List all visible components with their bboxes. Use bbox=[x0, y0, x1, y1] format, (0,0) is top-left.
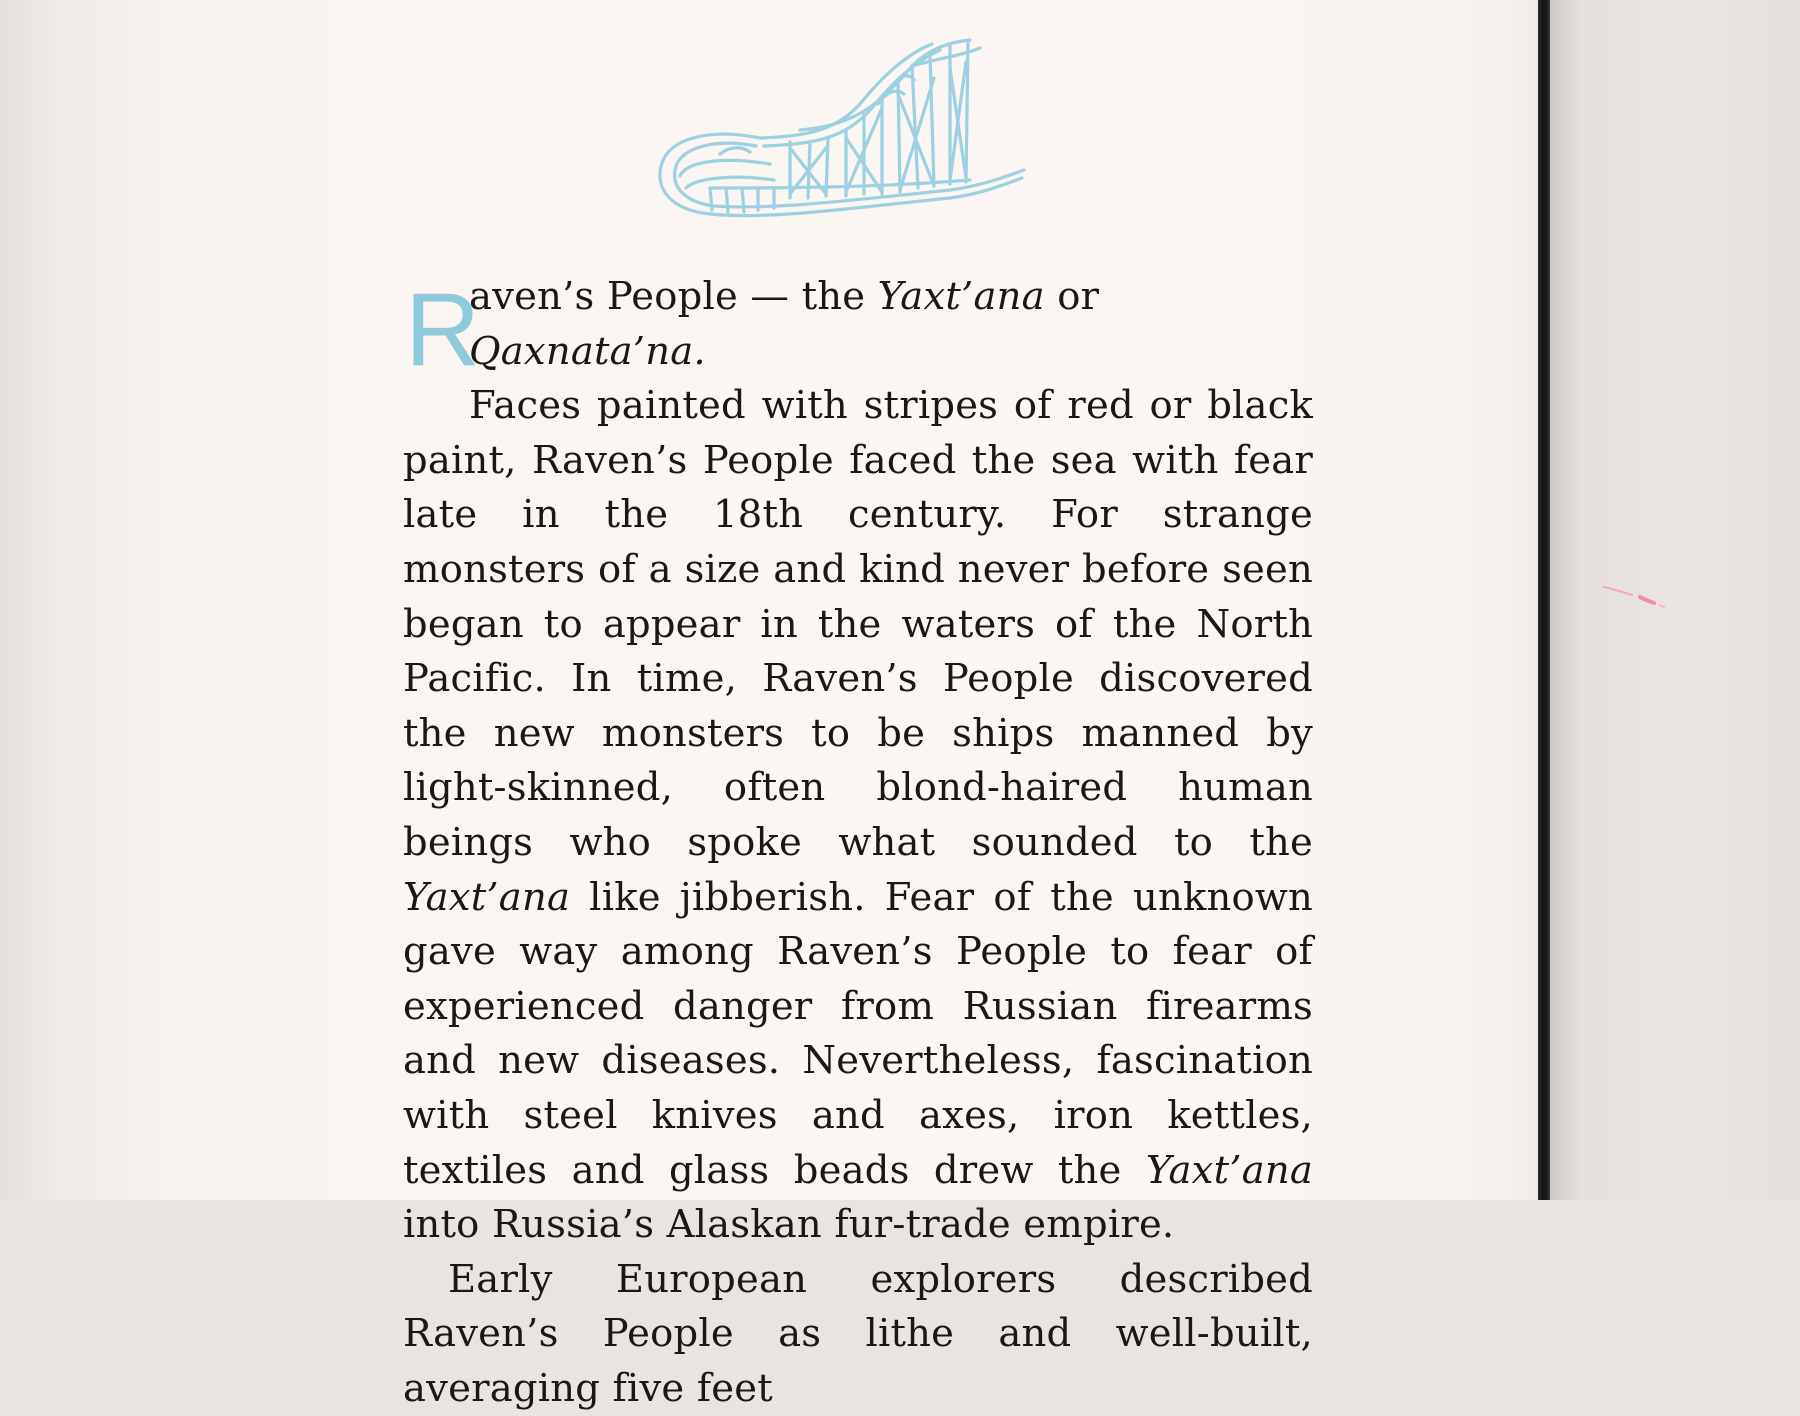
page-edge-binding bbox=[1538, 0, 1550, 1200]
first-line: aven’s People — the Yaxt’ana or Qaxnata’na. bbox=[469, 274, 1100, 374]
pink-smudge-mark bbox=[1600, 583, 1670, 609]
paragraph-2: Early European explorers described Raven’s People as lithe and well-built, averaging five feet bbox=[403, 1256, 1313, 1411]
term-yaxtana: Yaxt’ana bbox=[877, 274, 1045, 319]
sled-icon bbox=[650, 38, 1040, 238]
paragraph-1 bbox=[403, 270, 1313, 1253]
book-cover-board bbox=[1550, 0, 1800, 1200]
term-qaxnatana: Qaxnata’na. bbox=[469, 328, 706, 374]
drop-cap: R bbox=[405, 272, 481, 388]
paragraph-1-body: Faces painted with stripes of red or black paint, Raven’s People faced the sea with fear late in the 18th century. For strange monsters of a size and kind never before seen began to appear in the waters of the North Pacific. In time, Raven’s People discovered the new monsters to be ships manned by light-skinned, often blond-haired human beings who spoke what sounded to the Yaxt’ana like jibberish. Fear of the unknown gave way among Raven’s People to fear of experienced danger from Russian firearms and new diseases. Nevertheless, fascination with steel knives and axes, iron kettles, textiles and glass beads drew the Yaxt’ana into Russia’s Alaskan fur-trade empire. bbox=[403, 383, 1313, 1248]
body-text bbox=[403, 270, 1313, 1416]
